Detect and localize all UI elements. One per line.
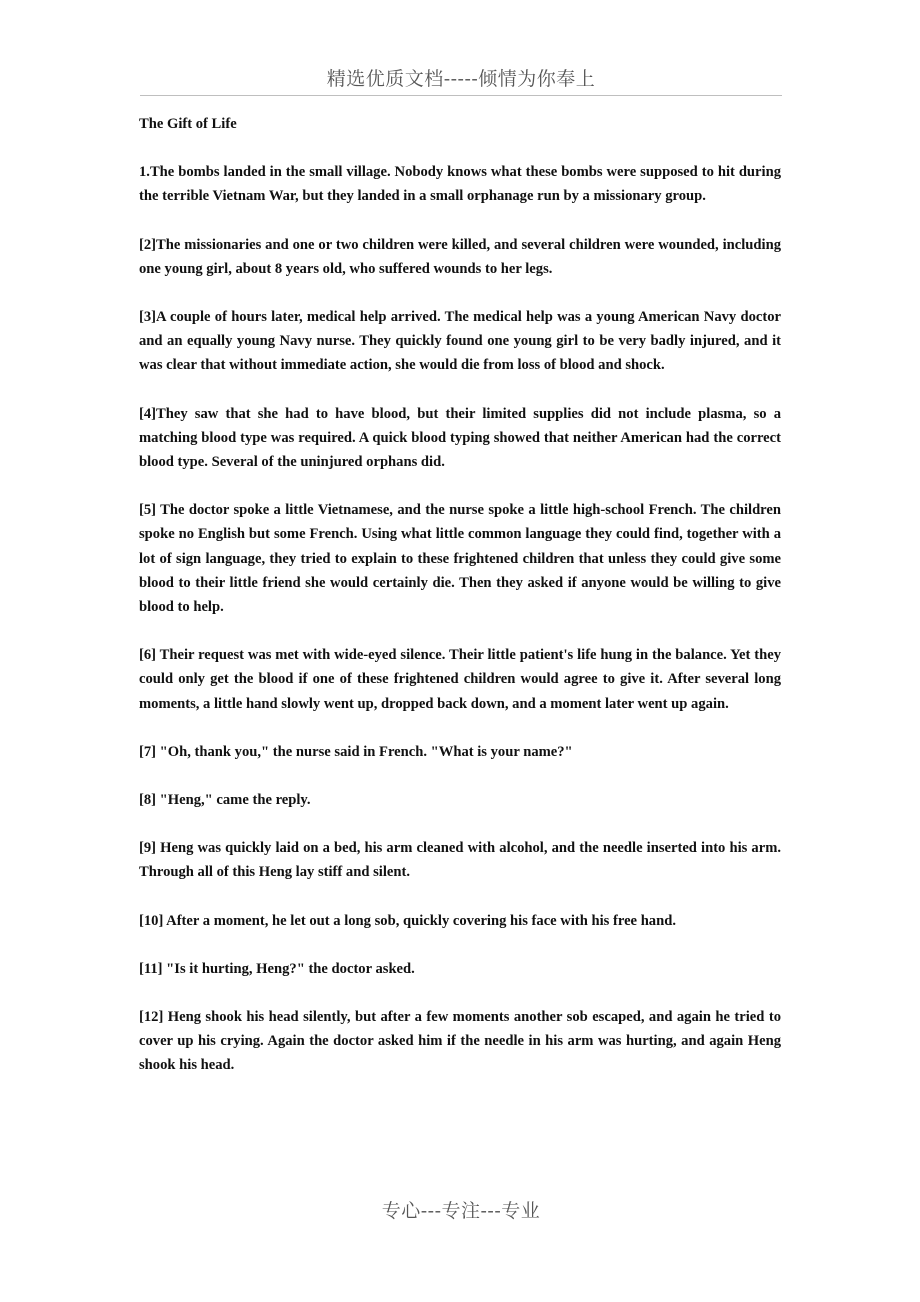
paragraph-9: [9] Heng was quickly laid on a bed, his arm cleaned with alcohol, and the needle inserted into his arm. Through all of this Heng lay stiff and silent. — [139, 840, 781, 881]
paragraph-12: [12] Heng shook his head silently, but after a few moments another sob escaped, and again he tried to cover up his crying. Again the doctor asked him if the needle in his arm was hurting, and again Heng shook his head. — [139, 1009, 781, 1074]
paragraph-11: [11] "Is it hurting, Heng?" the doctor asked. — [139, 960, 415, 977]
paragraph-7: [7] "Oh, thank you," the nurse said in French. "What is your name?" — [139, 743, 573, 760]
paragraph-4: [4]They saw that she had to have blood, but their limited supplies did not include plasma, so a matching blood type was required. A quick blood typing showed that neither American had the correct blood type. Several of the uninjured orphans did. — [139, 405, 781, 471]
paragraph-3: [3]A couple of hours later, medical help arrived. The medical help was a young American Navy doctor and an equally young Navy nurse. They quickly found one young girl to be very badly injured, and it was clear that without immediate action, she would die from loss of blood and shock. — [139, 309, 781, 374]
paragraph-1: 1.The bombs landed in the small village. Nobody knows what these bombs were supposed to hit during the terrible Vietnam War, but they landed in a small orphanage run by a missionary group. — [139, 164, 781, 205]
page-footer: 专心---专注---专业 — [381, 1200, 541, 1222]
paragraph-2: [2]The missionaries and one or two children were killed, and several children were wounded, including one young girl, about 8 years old, who suffered wounds to her legs. — [139, 236, 781, 277]
document-body — [139, 112, 781, 1102]
paragraph-6: [6] Their request was met with wide-eyed silence. Their little patient's life hung in the balance. Yet they could only get the blood if one of these frightened children would agree to give it. After several long moments, a little hand slowly went up, dropped back down, and a moment later went up again. — [139, 647, 781, 712]
page-header: 精选优质文档-----倾情为你奉上 — [326, 68, 596, 90]
paragraph-5: [5] The doctor spoke a little Vietnamese, and the nurse spoke a little high-school French. The children spoke no English but some French. Using what little common language they could find, together with a lot of sign language, they tried to explain to these frightened children that unless they could give some blood to their little friend she would certainly die. Then they asked if anyone would be willing to give blood to help. — [139, 502, 781, 616]
header-divider — [140, 95, 782, 96]
paragraph-10: [10] After a moment, he let out a long sob, quickly covering his face with his free hand. — [139, 912, 676, 929]
document-title: The Gift of Life — [139, 116, 237, 132]
paragraph-8: [8] "Heng," came the reply. — [139, 792, 311, 809]
